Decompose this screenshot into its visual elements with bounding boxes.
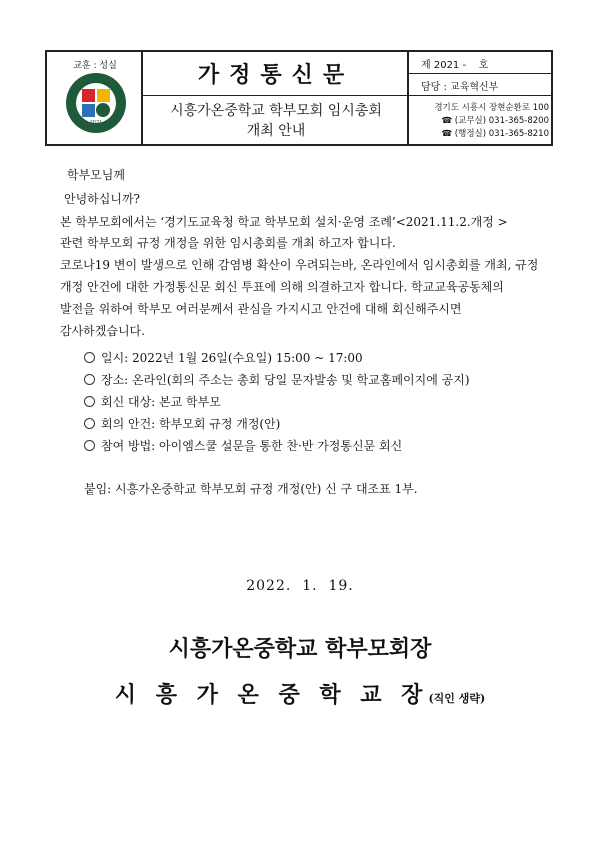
bullet-circle-icon [84, 374, 95, 385]
list-item-agenda: 회의 안건: 학부모회 규정 개정(안) [84, 415, 280, 432]
bullet-circle-icon [84, 440, 95, 451]
seal-omitted-note: (직인 생략) [428, 692, 486, 705]
greeting-line1: 학부모님께 [67, 168, 125, 182]
bullet-circle-icon [84, 396, 95, 407]
issue-date: 2022. 1. 19. [246, 578, 354, 594]
signer-principal [0, 678, 600, 709]
paragraph1-line2: 관련 학부모회 규정 개정을 위한 임시총회를 개최 하고자 합니다. [60, 236, 396, 250]
paragraph1-line1: 본 학부모회에서는 ‘경기도교육청 학교 학부모회 설치·운영 조례’<2021.11.2.개정 > [60, 215, 508, 229]
logo-cell [47, 52, 143, 144]
paragraph2-line2: 개정 안건에 대한 가정통신문 회신 투표에 의해 의결하고자 합니다. 학교교육공동체의 [60, 280, 504, 294]
address-cell [409, 96, 551, 144]
principal-title: 시 흥 가 온 중 학 교 장 [114, 682, 429, 708]
document-title: 가정통신문 [197, 62, 355, 88]
list-item-location: 장소: 온라인(회의 주소는 총회 당일 문자발송 및 학교홈페이지에 공지) [84, 371, 470, 388]
dept-cell [409, 74, 551, 96]
list-item-target: 회신 대상: 본교 학부모 [84, 393, 221, 410]
issue-cell [409, 52, 551, 74]
phone-office: ☎ (교무실) 031-365-8200 [441, 116, 549, 126]
greeting-line2: 안녕하십니까? [64, 192, 140, 206]
subtitle-line1: 시흥가온중학교 학부모회 임시총회 [170, 103, 382, 119]
header-table [45, 50, 553, 146]
subtitle-line2: 개최 안내 [246, 123, 306, 139]
list-item-method: 참여 방법: 아이엠스쿨 설문을 통한 찬·반 가정통신문 회신 [84, 437, 402, 454]
signer-parent-association: 시흥가온중학교 학부모회장 [168, 636, 432, 662]
attachment-note: 붙임: 시흥가온중학교 학부모회 규정 개정(안) 신 구 대조표 1부. [84, 482, 418, 496]
school-logo-icon [65, 72, 127, 134]
school-motto: 교훈 : 성실 [73, 61, 117, 71]
bullet-circle-icon [84, 418, 95, 429]
bullet-circle-icon [84, 352, 95, 363]
paragraph2-line1: 코로나19 변이 발생으로 인해 감염병 확산이 우려되는바, 온라인에서 임시총회를 개최, 규정 [60, 258, 539, 272]
department: 담당 : 교육혁신부 [421, 82, 499, 93]
issue-number: 제 2021 - 호 [421, 60, 489, 71]
subtitle-cell [143, 96, 409, 144]
paragraph2-line4: 감사하겠습니다. [60, 324, 145, 338]
list-item-datetime: 일시: 2022년 1월 26일(수요일) 15:00 ~ 17:00 [84, 349, 363, 366]
paragraph2-line3: 발전을 위하여 학부모 여러분께서 관심을 가지시고 안건에 대해 회신해주시면 [60, 302, 462, 316]
school-address: 경기도 시흥시 장현순환로 100 [434, 103, 549, 113]
phone-admin: ☎ (행정실) 031-365-8210 [441, 129, 549, 139]
title-cell [143, 52, 409, 96]
logo-year: 2021 [89, 120, 103, 126]
